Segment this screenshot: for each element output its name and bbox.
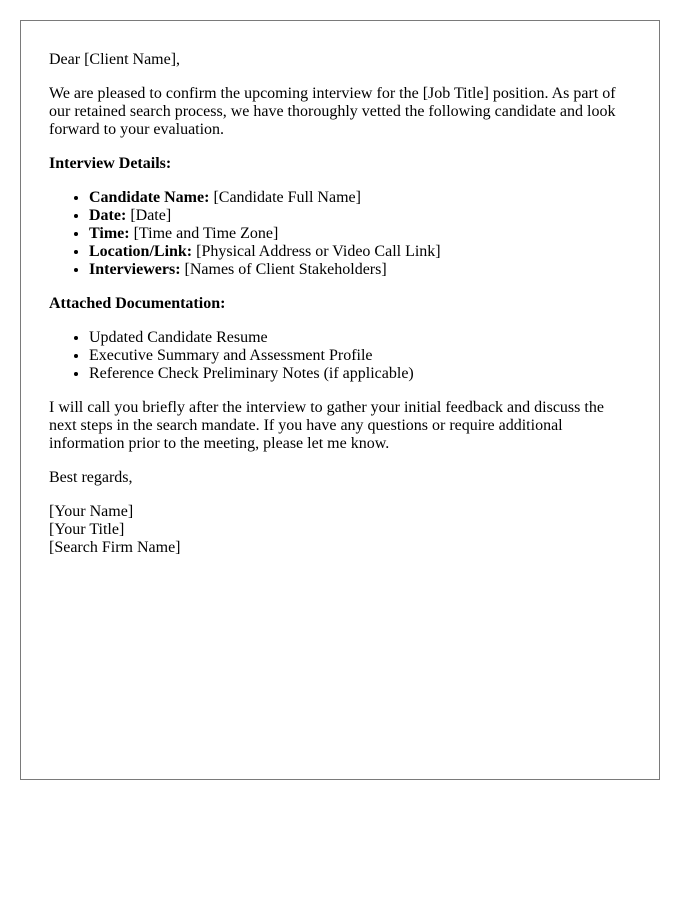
interview-details-heading: Interview Details: [49,155,172,172]
detail-label: Date: [89,207,127,224]
letter-page [20,20,660,780]
detail-value: [Candidate Full Name] [209,189,361,206]
detail-value: [Names of Client Stakeholders] [180,261,387,278]
signature-block [49,503,631,557]
list-item [89,243,631,261]
detail-value: [Time and Time Zone] [129,225,279,242]
detail-value: [Date] [126,207,172,224]
intro-paragraph: We are pleased to confirm the upcoming interview for the [Job Title] position. As part of our retained search process, we have thoroughly vetted the following candidate and look forward to your evaluation. [49,85,616,138]
detail-label: Candidate Name: [89,189,210,206]
list-item: • Updated Candidate Resume [89,329,631,347]
detail-label: Location/Link: [89,243,193,260]
list-item [89,189,631,207]
attachments-list [49,329,631,383]
attachments-heading: Attached Documentation: [49,295,226,312]
sign-off: Best regards, [49,469,133,486]
list-item [89,207,631,225]
list-item: • Executive Summary and Assessment Profile [89,347,631,365]
signature-title: [Your Title] [49,521,125,538]
list-item [89,261,631,279]
greeting: Dear [Client Name], [49,51,181,68]
signature-name: [Your Name] [49,503,134,520]
detail-label: Interviewers: [89,261,181,278]
list-item [89,225,631,243]
signature-firm: [Search Firm Name] [49,539,181,556]
detail-value: [Physical Address or Video Call Link] [192,243,441,260]
closing-paragraph: I will call you briefly after the interview to gather your initial feedback and discuss the next steps in the search mandate. If you have any questions or require additional information prior to the meeting, please let me know. [49,399,604,452]
detail-label: Time: [89,225,130,242]
list-item: • Reference Check Preliminary Notes (if applicable) [89,365,631,383]
interview-details-list [49,189,631,279]
